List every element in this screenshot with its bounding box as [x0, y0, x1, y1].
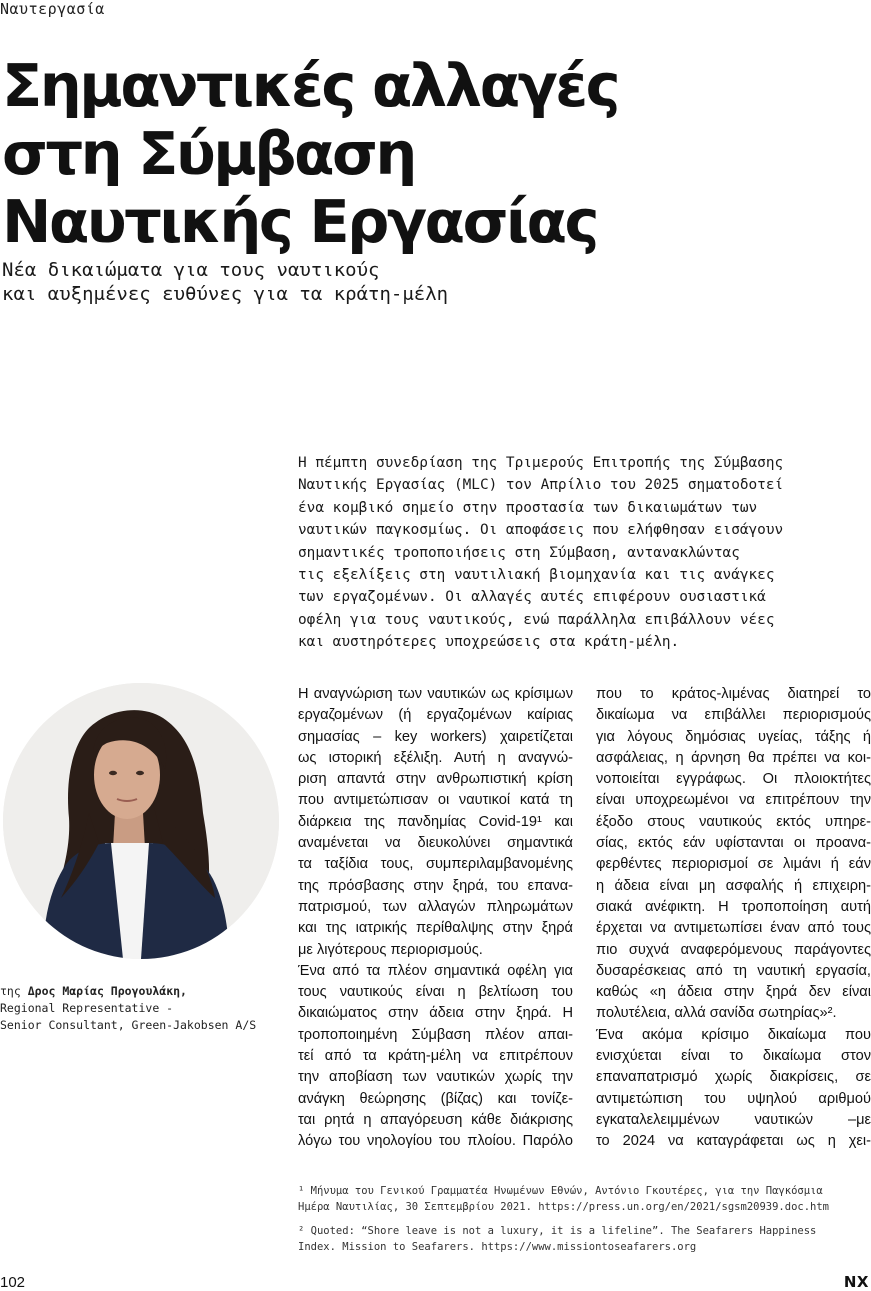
body-line: αναμένεται να διευκολύνει σημαντικά	[298, 835, 573, 852]
lead-line: ναυτικών παγκοσμίως. Οι αποφάσεις που ελήφθησαν εισάγουν	[298, 522, 784, 539]
body-line: πολυτέλεια, αλλά σανίδα σωτηρίας»².	[596, 1005, 837, 1022]
footnote-line: ¹ Μήνυμα του Γενικού Γραμματέα Ηνωμένων Εθνών, Αντόνιο Γκουτέρες, για την Παγκόσμια	[298, 1185, 823, 1197]
body-line: ριση απαντά στην ανθρωπιστική κρίση	[298, 771, 573, 788]
body-line: ως ιστορική εξέλιξη. Αυτή η αναγνώ-	[298, 749, 573, 766]
body-line: η άδεια είναι μη ασφαλής ή επιχειρη-	[596, 877, 871, 894]
lead-line: των εργαζομένων. Οι αλλαγές αυτές επιφέρουν ουσιαστικά	[298, 589, 766, 606]
byline-name-line	[0, 983, 290, 1000]
magazine-logo: NX	[843, 1273, 869, 1291]
body-line: δικαιώματος στην άδεια στην ξηρά. Η	[298, 1005, 573, 1022]
body-column-2	[596, 684, 871, 1153]
body-line: πατρισμού, των αλλαγών πληρωμάτων	[298, 898, 573, 915]
byline-prefix: της	[0, 984, 21, 998]
author-role: Regional Representative -	[0, 1001, 174, 1015]
author-name: Δρος Μαρίας Προγουλάκη,	[27, 984, 187, 998]
title-line: Ναυτικής Εργασίας	[2, 187, 598, 256]
body-line: έξοδο στους ναυτικούς εκτός υπηρε-	[596, 813, 871, 830]
body-line: την αποβίαση των ναυτικών χωρίς την	[298, 1069, 573, 1086]
title-line: στη Σύμβαση	[2, 119, 415, 188]
body-line: διάρκεια της πανδημίας Covid-19¹ και	[298, 813, 573, 830]
body-line: φερθέντες περιορισμοί σε λιμάνι ή εάν	[596, 856, 871, 873]
body-line: και της ιατρικής περίθαλψης στην ξηρά	[298, 920, 573, 937]
lead-line: σημαντικές τροποποιήσεις στη Σύμβαση, αντανακλώντας	[298, 544, 740, 561]
section-label: Ναυτεργασία	[0, 0, 105, 18]
body-line: ασφάλειας, η άρνηση θα πρέπει να κοι-	[596, 749, 871, 766]
body-line: σιακά ανέφικτη. Η τροποποίηση αυτή	[596, 898, 871, 915]
body-line: σίας, εκτός εάν υφίστανται οι προανα-	[596, 835, 871, 852]
author-portrait	[3, 683, 279, 959]
author-company: Senior Consultant, Green-Jakobsen A/S	[0, 1018, 257, 1032]
body-line: καθώς «η άδεια στην ξηρά δεν είναι	[596, 984, 871, 1001]
body-line: ανάγκη θεώρησης (βίζας) και τονίζε-	[298, 1090, 573, 1107]
body-line: έρχεται να αντιμετωπίσει έναν από τους	[596, 920, 871, 937]
body-line: το 2024 να καταγράφεται ως η χει-	[596, 1133, 871, 1150]
subtitle-line: και αυξημένες ευθύνες για τα κράτη-μέλη	[2, 283, 449, 305]
footnotes	[298, 1184, 868, 1264]
title-line: Σημαντικές αλλαγές	[2, 51, 619, 120]
body-line: που το κράτος-λιμένας διατηρεί το	[596, 686, 871, 702]
article-subtitle	[2, 258, 702, 306]
body-line: είναι υποχρεωμένοι να επιτρέπουν την	[596, 792, 871, 809]
lead-line: οφέλη για τους ναυτικούς, ενώ παράλληλα επιβάλλουν νέες	[298, 611, 775, 628]
body-line: λόγω του νηολογίου του πλοίου. Παρόλο	[298, 1133, 573, 1150]
lead-line: Η πέμπτη συνεδρίαση της Τριμερούς Επιτροπής της Σύμβασης	[298, 455, 784, 471]
body-line: για λόγους δημόσιας υγείας, τάξης ή	[596, 728, 871, 745]
footnote-2	[298, 1224, 868, 1255]
subtitle-line: Νέα δικαιώματα για τους ναυτικούς	[2, 259, 380, 281]
footnote-line: ² Quoted: “Shore leave is not a luxury, it is a lifeline”. The Seafarers Happiness	[298, 1225, 817, 1237]
body-line: πιο συχνά αναφερόμενους παράγοντες	[596, 941, 871, 958]
body-line: αντιμετώπιση του υψηλού αριθμού	[596, 1090, 871, 1107]
body-line: ται ρητά η απαγόρευση κάθε διάκρισης	[298, 1111, 573, 1128]
body-line: εγκαταλελειμμένων ναυτικών –με	[596, 1111, 871, 1128]
body-column-1	[298, 684, 573, 1153]
lead-line: τις εξελίξεις στη ναυτιλιακή βιομηχανία και τις ανάγκες	[298, 567, 775, 584]
body-line: με λιγότερους περιορισμούς.	[298, 941, 483, 958]
body-line: Ένα από τα πλέον σημαντικά οφέλη για	[298, 962, 573, 979]
body-line: επαναπατρισμό χωρίς διακρίσεις, σε	[596, 1069, 871, 1086]
body-line: τεί από τα κράτη-μέλη να επιτρέπουν	[298, 1048, 573, 1065]
portrait-illustration	[3, 683, 279, 959]
footnote-line: Ημέρα Ναυτιλίας, 30 Σεπτεμβρίου 2021. https://press.un.org/en/2021/sgsm20939.doc.htm	[298, 1200, 830, 1213]
body-line: νοποιείται εγγράφως. Οι πλοιοκτήτες	[596, 771, 871, 788]
body-line: της πρόσβασης στην ξηρά, του επανα-	[298, 877, 573, 894]
author-byline	[0, 983, 290, 1034]
page-number: 102	[0, 1274, 26, 1291]
lead-line: ένα κομβικό σημείο στην προστασία των δικαιωμάτων των	[298, 499, 758, 516]
body-line: τροποποιημένη Σύμβαση πλέον απαι-	[298, 1026, 573, 1043]
body-line: τα ταξίδια τους, συμπεριλαμβανομένης	[298, 856, 573, 873]
article-title	[2, 52, 702, 256]
footnote-line: Index. Mission to Seafarers. https://www.missiontoseafarers.org	[298, 1240, 697, 1253]
body-line: σημασίας – key workers) χαιρετίζεται	[298, 728, 573, 745]
lead-line: και αυστηρότερες υποχρεώσεις στα κράτη-μέλη.	[298, 634, 680, 651]
lead-line: Ναυτικής Εργασίας (MLC) τον Απρίλιο του 2025 σηματοδοτεί	[298, 477, 784, 494]
body-line: εργαζομένων (ή εργαζομένων καίριας	[298, 707, 573, 724]
body-line: Η αναγνώριση των ναυτικών ως κρίσιμων	[298, 686, 573, 702]
body-line: δικαίωμα να επιβάλλει περιορισμούς	[596, 707, 871, 724]
body-line: δυσαρέσκειας από τη ναυτική εργασία,	[596, 962, 871, 979]
body-line: τους ναυτικούς είναι η βελτίωση του	[298, 984, 573, 1001]
body-line: ενισχύεται είναι το δικαίωμα στον	[596, 1048, 871, 1065]
body-line: που αντιμετώπισαν οι ναυτικοί κατά τη	[298, 792, 573, 809]
body-line: Ένα ακόμα κρίσιμο δικαίωμα που	[596, 1026, 871, 1043]
lead-paragraph	[298, 452, 868, 654]
footnote-1	[298, 1184, 868, 1215]
